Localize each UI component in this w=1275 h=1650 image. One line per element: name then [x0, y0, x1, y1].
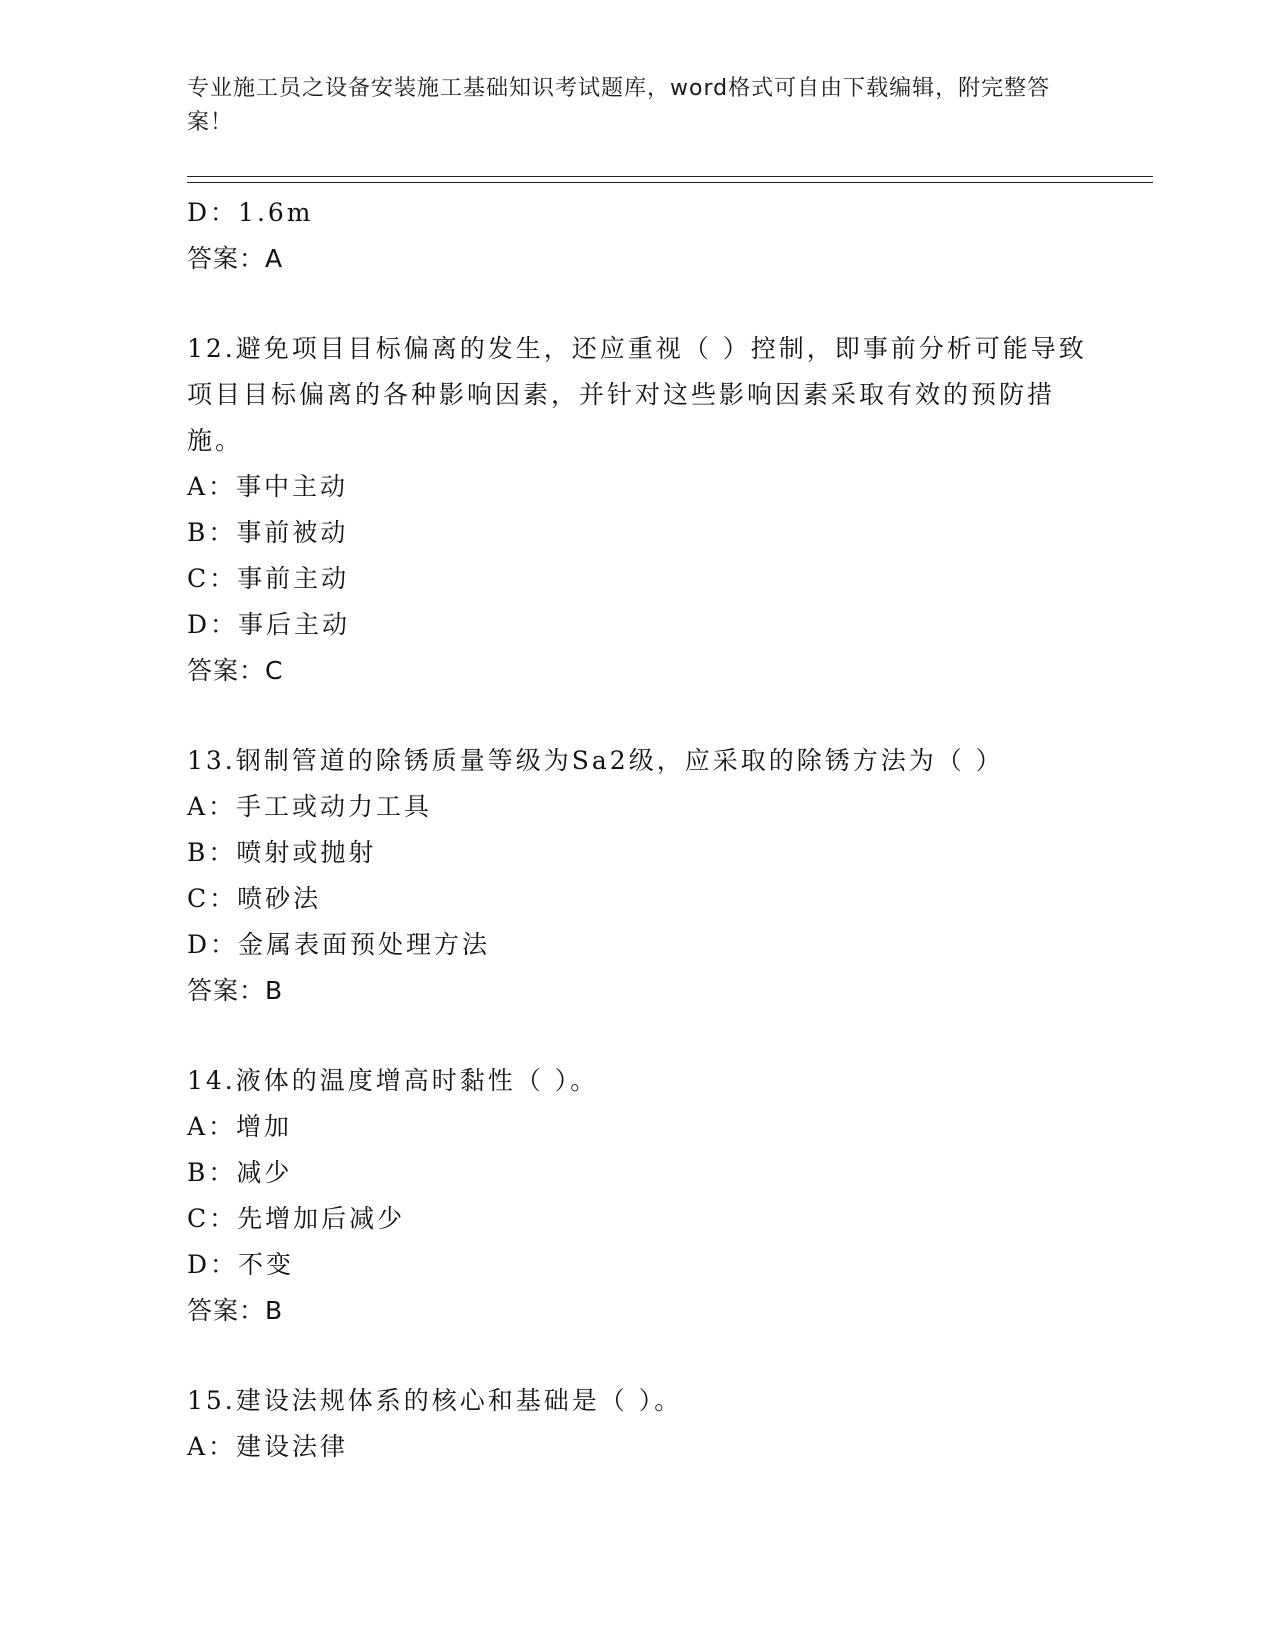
option-c: C：喷砂法: [187, 884, 322, 913]
question-stem: 14.液体的温度增高时黏性（ ）。: [187, 1066, 599, 1095]
option-a: A：事中主动: [187, 472, 349, 501]
answer-line: 答案：A: [187, 244, 284, 273]
question-stem: 15.建设法规体系的核心和基础是（ ）。: [187, 1386, 683, 1415]
question-stem: 13.钢制管道的除锈质量等级为Sa2级，应采取的除锈方法为（ ）: [187, 746, 1004, 775]
option-b: B：事前被动: [187, 518, 349, 547]
option-d: D：1.6m: [187, 198, 314, 227]
option-b: B：减少: [187, 1158, 293, 1187]
answer-line: 答案：B: [187, 976, 284, 1005]
answer-line: 答案：C: [187, 656, 284, 685]
previous-question-tail: [187, 190, 1087, 282]
option-c: C：事前主动: [187, 564, 350, 593]
question-12: [187, 326, 1087, 694]
option-d: D：不变: [187, 1250, 295, 1279]
option-a: A：手工或动力工具: [187, 792, 433, 821]
option-c: C：先增加后减少: [187, 1204, 406, 1233]
question-14: [187, 1058, 1087, 1334]
answer-line: 答案：B: [187, 1296, 284, 1325]
option-b: B：喷射或抛射: [187, 838, 377, 867]
question-13: [187, 738, 1087, 1014]
header-divider-bottom: [187, 182, 1153, 183]
header-divider-top: [187, 176, 1153, 177]
question-content: [187, 190, 1087, 1470]
option-d: D：事后主动: [187, 610, 351, 639]
option-a: A：建设法律: [187, 1432, 349, 1461]
question-15: [187, 1378, 1087, 1470]
question-stem: 12.避免项目目标偏离的发生，还应重视（ ）控制，即事前分析可能导致项目目标偏离的各种影响因素，并针对这些影响因素采取有效的预防措施。: [187, 334, 1087, 455]
document-header: 专业施工员之设备安装施工基础知识考试题库，word格式可自由下载编辑，附完整答案！: [187, 76, 1051, 135]
option-d: D：金属表面预处理方法: [187, 930, 491, 959]
option-a: A：增加: [187, 1112, 293, 1141]
